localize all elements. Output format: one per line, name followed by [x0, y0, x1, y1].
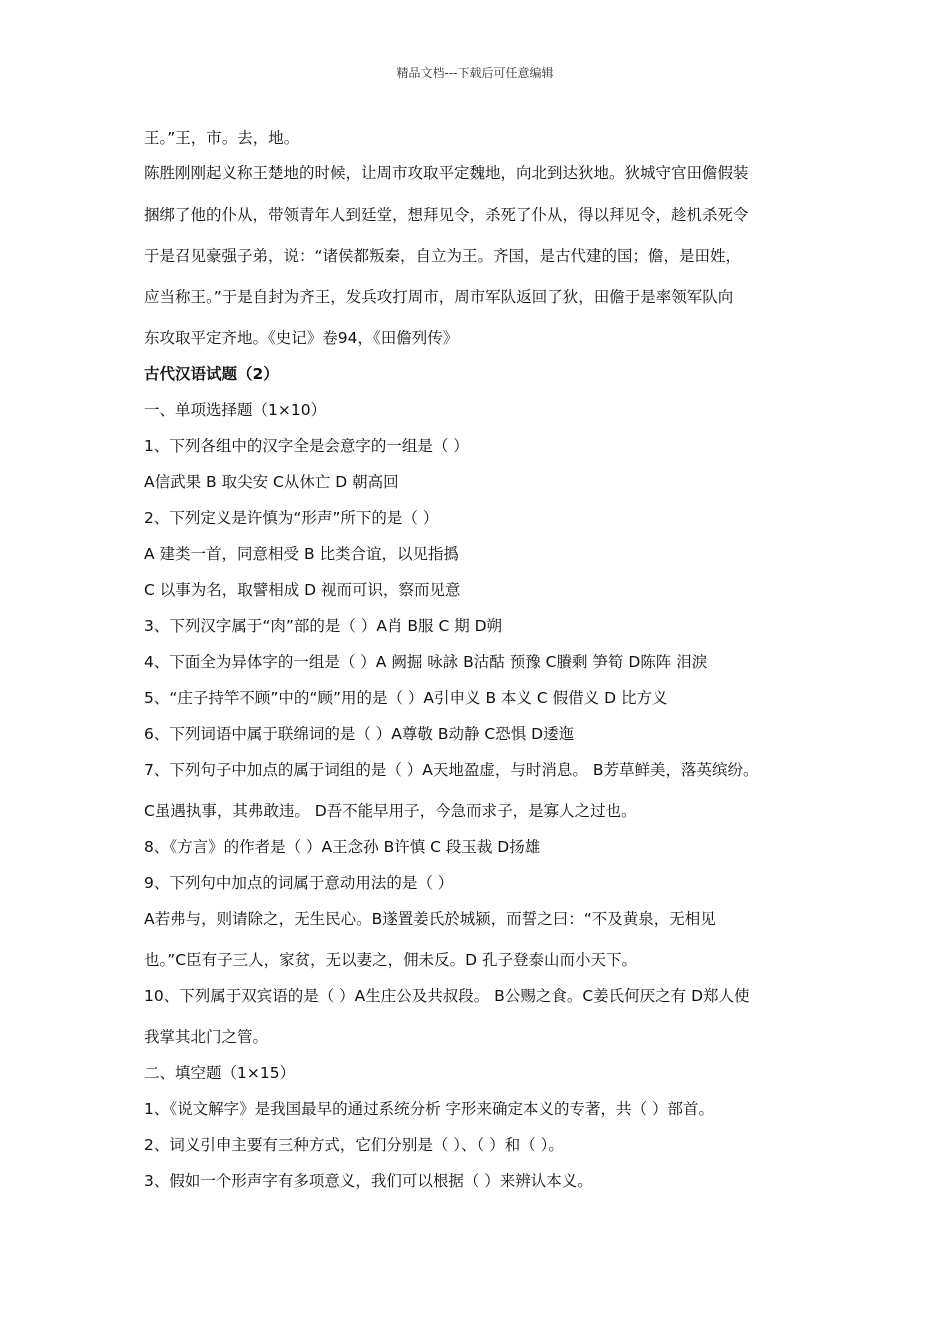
question-line: 3、假如一个形声字有多项意义，我们可以根据（ ）来辨认本义。 [144, 1172, 593, 1190]
question-line: 5、“庄子持竿不顾”中的“顾”用的是（ ）A引申义 B 本义 C 假借义 D 比方义 [144, 689, 668, 707]
question-line: 我掌其北门之管。 [144, 1028, 269, 1046]
exam-title: 古代汉语试题（2） [144, 365, 279, 383]
translation-line: 捆绑了他的仆从，带领青年人到廷堂，想拜见令，杀死了仆从，得以拜见令，趁机杀死令 [144, 206, 749, 224]
question-line: 1、《说文解字》是我国最早的通过系统分析 字形来确定本义的专著，共（ ）部首。 [144, 1100, 714, 1118]
translation-line: 于是召见豪强子弟，说：“诸侯都叛秦，自立为王。齐国，是古代建的国；儋，是田姓， [144, 247, 742, 265]
question-line: 2、词义引申主要有三种方式，它们分别是（ ）、（ ）和（ ）。 [144, 1136, 564, 1154]
translation-line: 东攻取平定齐地。《史记》卷94，《田儋列传》 [144, 329, 459, 347]
question-line: 7、下列句子中加点的属于词组的是（ ）A天地盈虚，与时消息。 B芳草鲜美，落英缤纷。 [144, 761, 759, 779]
page-header: 精品文档---下载后可任意编辑 [396, 66, 554, 80]
question-line: 9、下列句中加点的词属于意动用法的是（ ） [144, 874, 454, 892]
question-line: 2、下列定义是许慎为“形声”所下的是（ ） [144, 509, 439, 527]
question-line: 1、下列各组中的汉字全是会意字的一组是（ ） [144, 437, 469, 455]
question-line: 6、下列词语中属于联绵词的是（ ）A尊敬 B动静 C恐惧 D逶迤 [144, 725, 575, 743]
question-line: A若弗与，则请除之，无生民心。B遂置姜氏於城颍，而誓之曰：“不及黄泉，无相见 [144, 910, 716, 928]
translation-line: 王。”王，市。去，地。 [144, 129, 300, 147]
question-line: C虽遇执事，其弗敢违。 D吾不能早用子，今急而求子，是寡人之过也。 [144, 802, 637, 820]
section-title: 二、填空题（1×15） [144, 1064, 296, 1082]
question-line: 4、下面全为异体字的一组是（ ）A 阙掘 咏詠 B沽酤 预豫 C賸剩 笋筍 D陈阵 泪淚 [144, 653, 708, 671]
question-line: 8、《方言》的作者是（ ）A王念孙 B许慎 C 段玉裁 D扬雄 [144, 838, 541, 856]
question-line: 3、下列汉字属于“肉”部的是（ ）A肖 B服 C 期 D朔 [144, 617, 503, 635]
question-line: A信武果 B 取尖安 C从休亡 D 朝高回 [144, 473, 399, 491]
section-title: 一、单项选择题（1×10） [144, 401, 327, 419]
translation-line: 陈胜刚刚起义称王楚地的时候，让周市攻取平定魏地，向北到达狄地。狄城守官田儋假装 [144, 164, 749, 182]
question-line: A 建类一首，同意相受 B 比类合谊，以见指撝 [144, 545, 460, 563]
question-line: 10、下列属于双宾语的是（ ）A生庄公及共叔段。 B公赐之食。C姜氏何厌之有 D郑人使 [144, 987, 750, 1005]
question-line: C 以事为名，取譬相成 D 视而可识，察而见意 [144, 581, 461, 599]
translation-line: 应当称王。”于是自封为齐王，发兵攻打周市，周市军队返回了狄，田儋于是率领军队向 [144, 288, 734, 306]
question-line: 也。”C臣有子三人，家贫，无以妻之，佣未反。D 孔子登泰山而小天下。 [144, 951, 637, 969]
